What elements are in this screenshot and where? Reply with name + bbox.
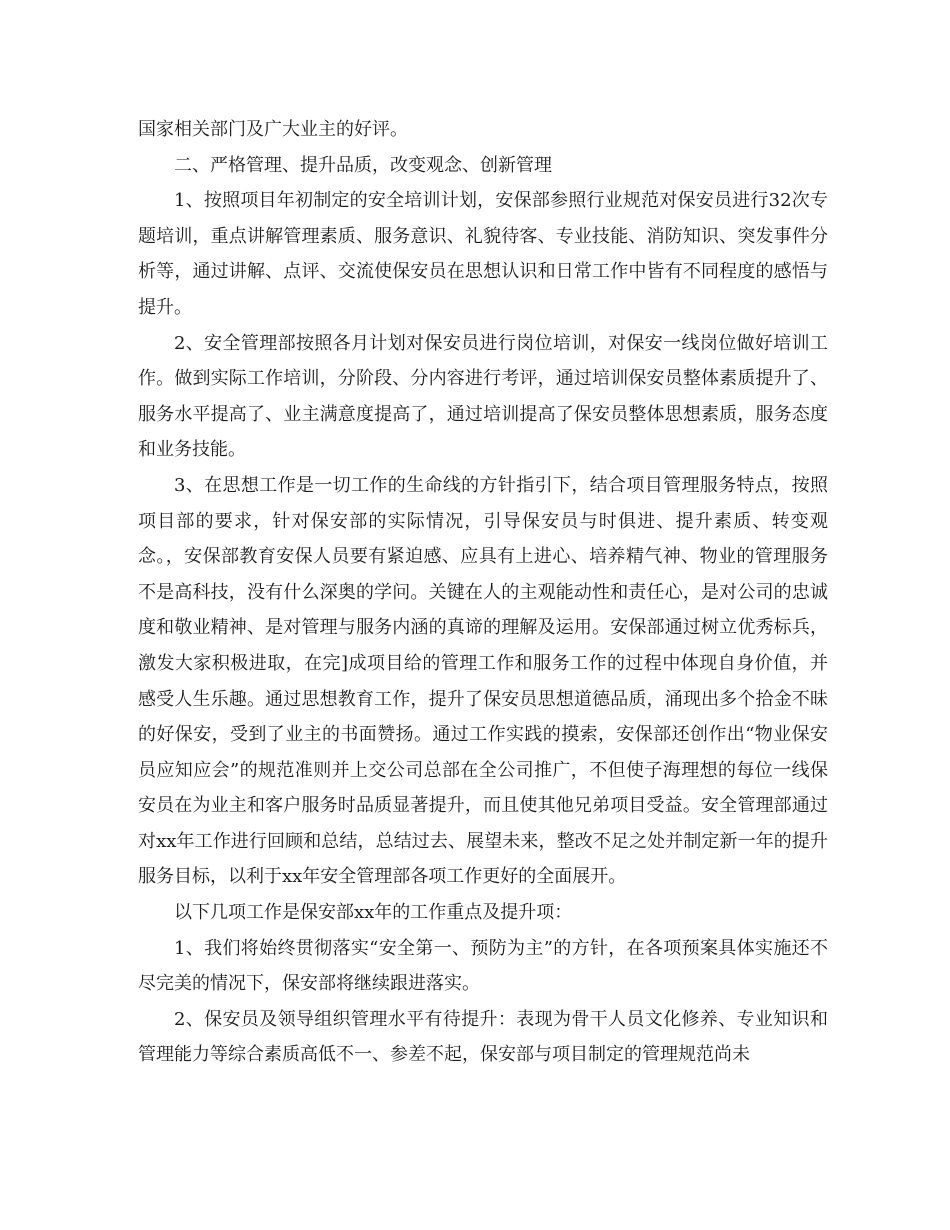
paragraph-priority-1: 1、我们将始终贯彻落实“安全第一、预防为主”的方针，在各项预案具体实施还不尽完美的情况下，保安部将继续跟进落实。	[138, 937, 828, 995]
document-body	[138, 112, 828, 1073]
paragraph-intro-priorities: 以下几项工作是保安部xx年的工作重点及提升项：	[174, 902, 573, 924]
paragraph-item-3: 3、在思想工作是一切工作的生命线的方针指引下，结合项目管理服务特点，按照项目部的要求，针对保安部的实际情况，引导保安员与时俱进、提升素质、转变观念。，安保部教育安保人员要有紧迫感、应具有上进心、培养精气神、物业的管理服务不是高科技，没有什么深奥的学问。关键在人的主观能动性和责任心，是对公司的忠诚度和敬业精神、是对管理与服务内涵的真谛的理解及运用。安保部通过树立优秀标兵，激发大家积极进取，在完]成项目给的管理工作和服务工作的过程中体现自身价值，并感受人生乐趣。通过思想教育工作，提升了保安员思想道德品质，涌现出多个拾金不昧的好保安，受到了业主的书面赞扬。通过工作实践的摸索，安保部还创作出“物业保安员应知应会”的规范准则并上交公司总部在全公司推广，不但使子海理想的每位一线保安员在为业主和客户服务时品质显著提升，而且使其他兄弟项目受益。安全管理部通过对xx年工作进行回顾和总结，总结过去、展望未来，整改不足之处并制定新一年的提升服务目标，以利于xx年安全管理部各项工作更好的全面展开。	[138, 474, 828, 888]
section-heading: 二、严格管理、提升品质，改变观念、创新管理	[174, 154, 552, 176]
paragraph-continuation: 国家相关部门及广大业主的好评。	[138, 119, 408, 140]
paragraph-priority-2: 2、保安员及领导组织管理水平有待提升：表现为骨干人员文化修养、专业知识和管理能力等综合素质高低不一、参差不起，保安部与项目制定的管理规范尚未	[138, 1008, 828, 1066]
paragraph-item-1: 1、按照项目年初制定的安全培训计划，安保部参照行业规范对保安员进行32次专题培训，重点讲解管理素质、服务意识、礼貌待客、专业技能、消防知识、突发事件分析等，通过讲解、点评、交流使保安员在思想认识和日常工作中皆有不同程度的感悟与提升。	[138, 190, 828, 318]
paragraph-item-2: 2、安全管理部按照各月计划对保安员进行岗位培训，对保安一线岗位做好培训工作。做到实际工作培训，分阶段、分内容进行考评，通过培训保安员整体素质提升了、服务水平提高了、业主满意度提高了，通过培训提高了保安员整体思想素质，服务态度和业务技能。	[138, 332, 828, 461]
